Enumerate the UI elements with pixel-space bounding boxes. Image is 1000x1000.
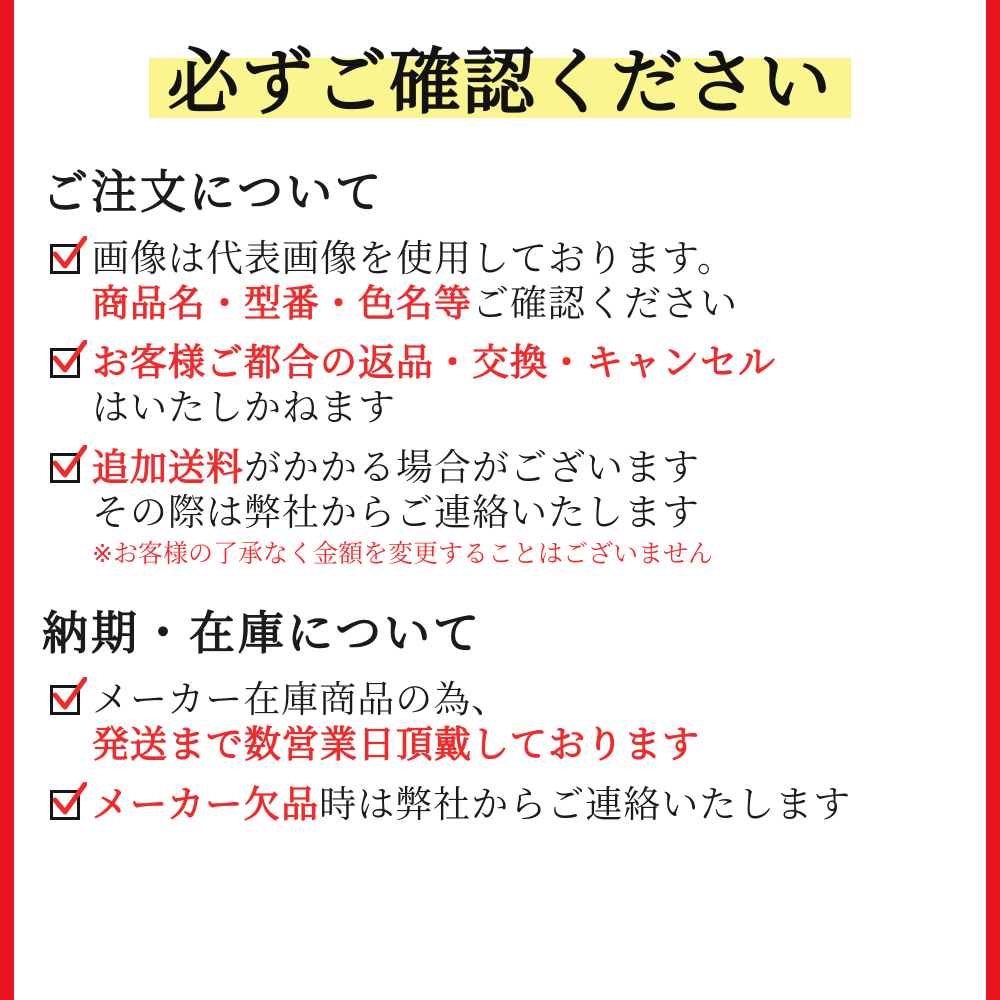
item-line: はいたしかねます [92,386,396,430]
section-heading-order: ご注文について [42,165,385,219]
checkmark-icon [48,786,88,826]
item-line: お客様ご都合の返品・交換・キャンセル [92,341,776,385]
section-heading-delivery: 納期・在庫について [42,606,483,661]
page-title [14,34,986,130]
checkmark-icon [48,240,88,280]
item-note: ※お客様の了承なく金額を変更することはございません [92,538,713,568]
check-tick-icon [53,677,87,715]
item-line: メーカー在庫商品の為、 [92,678,510,722]
list-item [48,445,986,570]
list-item [48,677,986,767]
title-text: 必ずご確認ください [166,40,833,124]
item-line-black: 時は弊社からご連絡いたします [319,782,852,826]
list-item [48,236,986,326]
check-tick-icon [53,340,87,378]
item-line: 発送まで数営業日頂戴しております [92,723,700,767]
checkmark-icon [48,344,88,384]
right-red-bar [986,0,1000,1000]
item-line-red: 追加送料 [92,445,244,489]
item-line [92,782,851,827]
item-line-black: がかかる場合がございます [244,445,700,489]
left-red-bar [0,0,14,1000]
list-item [48,782,986,827]
item-line: その際は弊社からご連絡いたします [92,490,700,534]
item-line-red: メーカー欠品 [92,782,320,826]
notice-page [14,0,986,1000]
item-line [92,281,738,326]
item-line-red: 商品名・型番・色名等 [92,282,472,326]
check-tick-icon [53,782,87,820]
check-tick-icon [53,236,87,274]
list-item [48,340,986,430]
item-line [92,445,713,490]
item-line-black: ご確認ください [472,282,738,326]
item-line: 画像は代表画像を使用しております。 [92,237,736,280]
checkmark-icon [48,681,88,721]
checkmark-icon [48,449,88,489]
check-tick-icon [53,445,87,483]
